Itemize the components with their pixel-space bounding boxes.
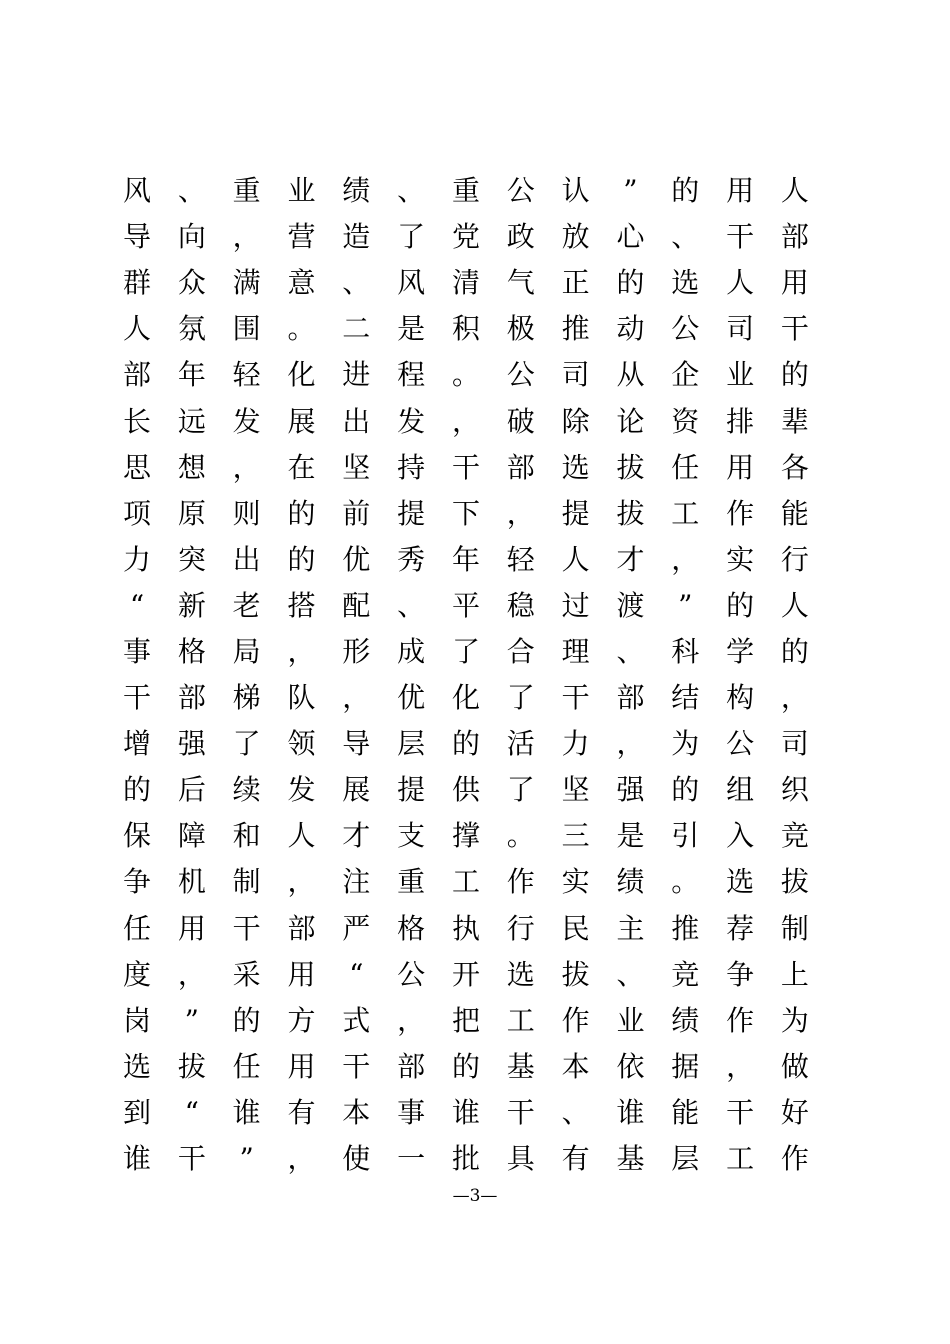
text-line: 选 拔 任 用 干 部 的 基 本 依 据 ， 做: [122, 1049, 809, 1083]
text-line: 风 、 重 业 绩 、 重 公 认 ” 的 用 人: [122, 174, 809, 208]
text-line: 谁 干 ” ， 使 一 批 具 有 基 层 工 作: [122, 1142, 809, 1176]
text-line: 长 远 发 展 出 发 ， 破 除 论 资 排 辈: [122, 404, 809, 438]
text-line: 保 障 和 人 才 支 撑 。 三 是 引 入 竞: [122, 819, 809, 853]
text-line: 项 原 则 的 前 提 下 ， 提 拔 工 作 能: [122, 496, 809, 530]
text-line: 力 突 出 的 优 秀 年 轻 人 才 ， 实 行: [122, 542, 809, 576]
text-line: 思 想 ， 在 坚 持 干 部 选 拔 任 用 各: [122, 450, 809, 484]
text-line: 岗 ” 的 方 式 ， 把 工 作 业 绩 作 为: [122, 1003, 809, 1037]
text-line: 到 “ 谁 有 本 事 谁 干 、 谁 能 干 好: [122, 1095, 809, 1129]
text-line: 任 用 干 部 严 格 执 行 民 主 推 荐 制: [122, 911, 809, 945]
text-line: 的 后 续 发 展 提 供 了 坚 强 的 组 织: [122, 773, 809, 807]
text-line: 度 ， 采 用 “ 公 开 选 拔 、 竞 争 上: [122, 957, 809, 991]
text-line: 增 强 了 领 导 层 的 活 力 ， 为 公 司: [122, 727, 809, 761]
text-line: 干 部 梯 队 ， 优 化 了 干 部 结 构 ，: [122, 681, 809, 715]
text-line: 事 格 局 ， 形 成 了 合 理 、 科 学 的: [122, 634, 809, 668]
text-line: 争 机 制 ， 注 重 工 作 实 绩 。 选 拔: [122, 865, 809, 899]
text-line: 人 氛 围 。 二 是 积 极 推 动 公 司 干: [122, 312, 809, 346]
text-line: 群 众 满 意 、 风 清 气 正 的 选 人 用: [122, 266, 809, 300]
page-number: —3—: [452, 1186, 498, 1206]
text-line: 部 年 轻 化 进 程 。 公 司 从 企 业 的: [122, 358, 809, 392]
text-line: “ 新 老 搭 配 、 平 稳 过 渡 ” 的 人: [129, 588, 809, 622]
body-text: [118, 168, 814, 1182]
text-line: 导 向 ， 营 造 了 党 政 放 心 、 干 部: [122, 220, 809, 254]
